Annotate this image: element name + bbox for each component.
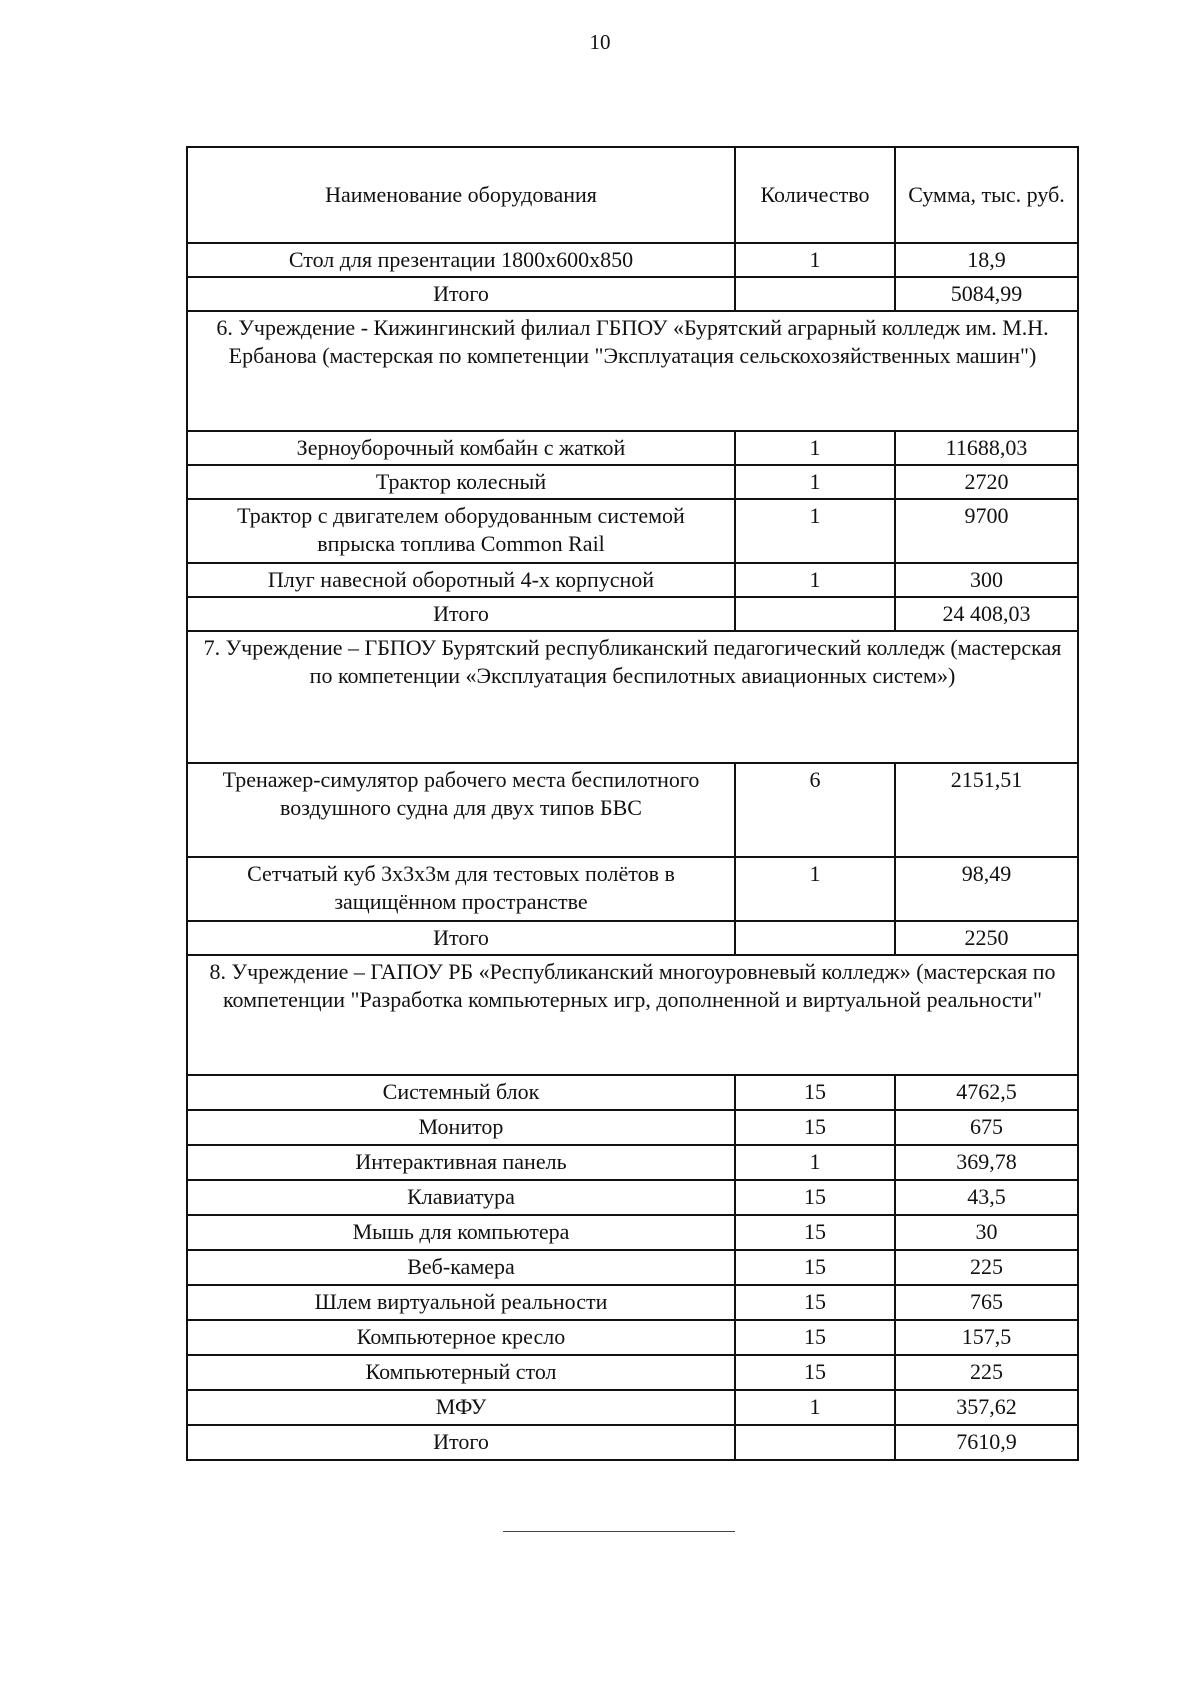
total-sum: 5084,99 (895, 277, 1078, 311)
item-name: МФУ (187, 1390, 735, 1425)
table-row (187, 1215, 1078, 1250)
total-label: Итого (187, 597, 735, 631)
table-row (187, 465, 1078, 499)
total-row (187, 1425, 1078, 1460)
item-sum: 225 (895, 1250, 1078, 1285)
item-name: Трактор с двигателем оборудованным системой впрыска топлива Common Rail (187, 499, 735, 563)
item-sum: 30 (895, 1215, 1078, 1250)
total-label: Итого (187, 921, 735, 955)
table-row (187, 1180, 1078, 1215)
table-row (187, 243, 1078, 277)
table-row (187, 1320, 1078, 1355)
table-row (187, 1355, 1078, 1390)
table-header-row (187, 147, 1078, 243)
item-quantity: 15 (735, 1110, 895, 1145)
header-equipment-name: Наименование оборудования (187, 147, 735, 243)
item-quantity: 6 (735, 763, 895, 857)
item-quantity: 15 (735, 1320, 895, 1355)
table-row (187, 1145, 1078, 1180)
table-row (187, 563, 1078, 597)
item-name: Трактор колесный (187, 465, 735, 499)
table-row (187, 763, 1078, 857)
item-quantity: 1 (735, 465, 895, 499)
item-sum: 765 (895, 1285, 1078, 1320)
section-row (187, 311, 1078, 431)
item-sum: 2720 (895, 465, 1078, 499)
table-row (187, 431, 1078, 465)
item-sum: 357,62 (895, 1390, 1078, 1425)
section-heading: 6. Учреждение - Кижингинский филиал ГБПОУ «Бурятский аграрный колледж им. М.Н. Ербанова (мастерская по компетенции "Эксплуатация сельскохозяйственных машин") (187, 311, 1078, 431)
item-quantity: 1 (735, 431, 895, 465)
table-row (187, 857, 1078, 921)
total-row (187, 277, 1078, 311)
total-label: Итого (187, 277, 735, 311)
item-sum: 157,5 (895, 1320, 1078, 1355)
item-quantity: 1 (735, 243, 895, 277)
table-row (187, 1110, 1078, 1145)
total-quantity (735, 1425, 895, 1460)
section-row (187, 631, 1078, 763)
item-sum: 675 (895, 1110, 1078, 1145)
item-name: Сетчатый куб 3х3х3м для тестовых полётов в защищённом пространстве (187, 857, 735, 921)
page-number: 10 (589, 30, 611, 54)
item-sum: 2151,51 (895, 763, 1078, 857)
item-quantity: 15 (735, 1355, 895, 1390)
table-row (187, 1390, 1078, 1425)
table-row (187, 1075, 1078, 1110)
item-name: Веб-камера (187, 1250, 735, 1285)
section-heading: 7. Учреждение – ГБПОУ Бурятский республиканский педагогический колледж (мастерская по компетенции «Эксплуатация беспилотных авиационных систем») (187, 631, 1078, 763)
total-sum: 24 408,03 (895, 597, 1078, 631)
item-quantity: 15 (735, 1075, 895, 1110)
section-heading: 8. Учреждение – ГАПОУ РБ «Республиканский многоуровневый колледж» (мастерская по компетенции "Разработка компьютерных игр, дополненной и виртуальной реальности" (187, 955, 1078, 1075)
total-quantity (735, 277, 895, 311)
table-row (187, 1250, 1078, 1285)
item-quantity: 1 (735, 857, 895, 921)
item-quantity: 15 (735, 1180, 895, 1215)
table-row (187, 499, 1078, 563)
item-sum: 4762,5 (895, 1075, 1078, 1110)
item-quantity: 1 (735, 1390, 895, 1425)
total-row (187, 921, 1078, 955)
item-quantity: 1 (735, 563, 895, 597)
total-row (187, 597, 1078, 631)
item-quantity: 15 (735, 1285, 895, 1320)
item-sum: 98,49 (895, 857, 1078, 921)
item-name: Тренажер-симулятор рабочего места беспилотного воздушного судна для двух типов БВС (187, 763, 735, 857)
item-quantity: 15 (735, 1215, 895, 1250)
section-row (187, 955, 1078, 1075)
item-sum: 9700 (895, 499, 1078, 563)
item-sum: 369,78 (895, 1145, 1078, 1180)
total-label: Итого (187, 1425, 735, 1460)
item-name: Плуг навесной оборотный 4-х корпусной (187, 563, 735, 597)
header-quantity: Количество (735, 147, 895, 243)
item-name: Интерактивная панель (187, 1145, 735, 1180)
item-sum: 11688,03 (895, 431, 1078, 465)
total-sum: 7610,9 (895, 1425, 1078, 1460)
header-sum: Сумма, тыс. руб. (895, 147, 1078, 243)
item-quantity: 1 (735, 1145, 895, 1180)
item-name: Зерноуборочный комбайн с жаткой (187, 431, 735, 465)
item-name: Клавиатура (187, 1180, 735, 1215)
item-name: Стол для презентации 1800х600х850 (187, 243, 735, 277)
table-row (187, 1285, 1078, 1320)
item-quantity: 1 (735, 499, 895, 563)
item-quantity: 15 (735, 1250, 895, 1285)
item-name: Компьютерный стол (187, 1355, 735, 1390)
item-name: Компьютерное кресло (187, 1320, 735, 1355)
item-name: Системный блок (187, 1075, 735, 1110)
item-name: Монитор (187, 1110, 735, 1145)
item-sum: 225 (895, 1355, 1078, 1390)
item-name: Мышь для компьютера (187, 1215, 735, 1250)
footnote-separator (503, 1531, 735, 1532)
item-sum: 300 (895, 563, 1078, 597)
total-sum: 2250 (895, 921, 1078, 955)
item-sum: 18,9 (895, 243, 1078, 277)
item-name: Шлем виртуальной реальности (187, 1285, 735, 1320)
total-quantity (735, 597, 895, 631)
total-quantity (735, 921, 895, 955)
equipment-table (186, 146, 1079, 1461)
item-sum: 43,5 (895, 1180, 1078, 1215)
